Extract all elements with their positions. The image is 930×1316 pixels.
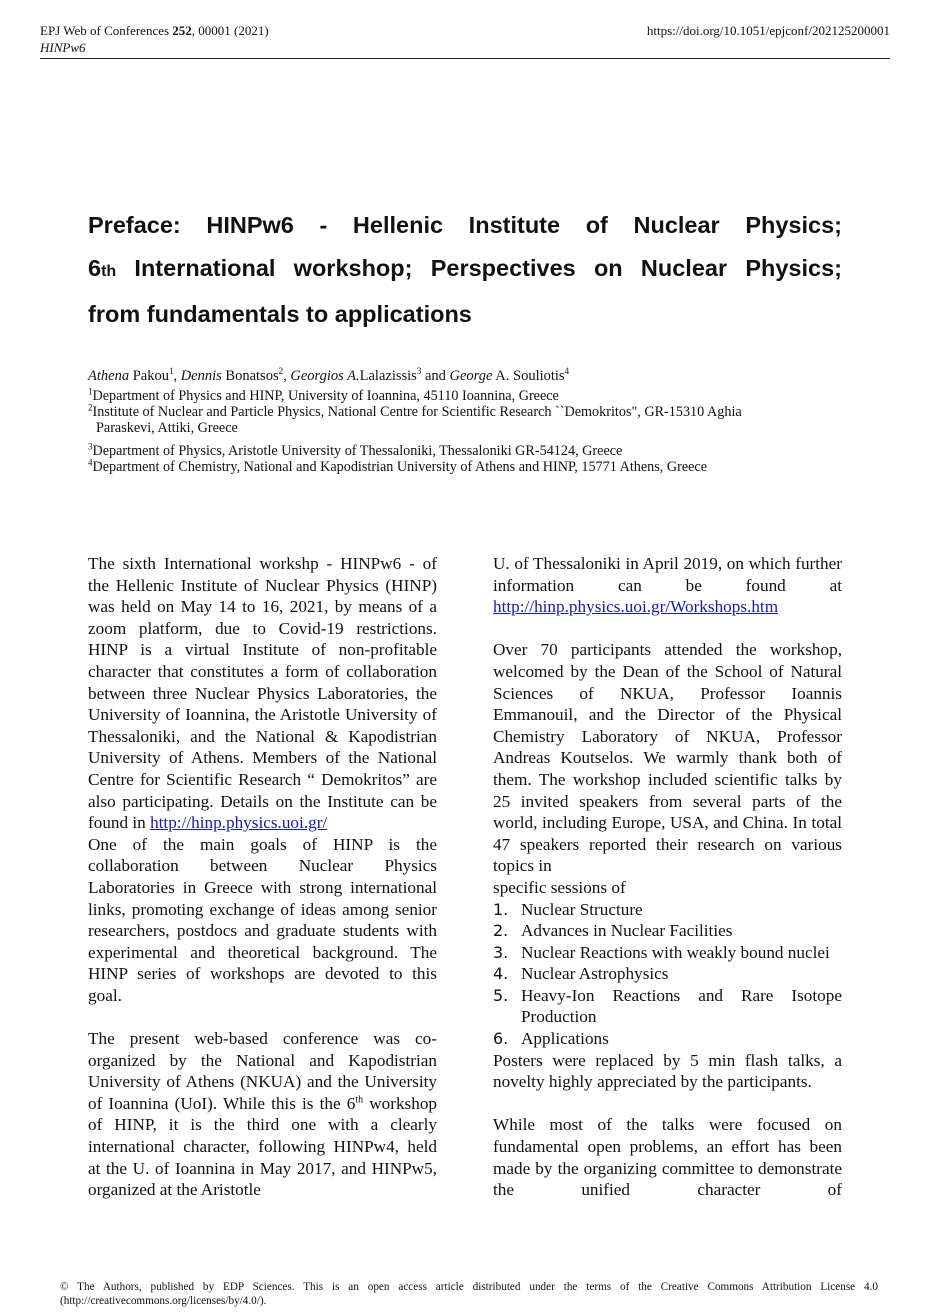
- previous-workshop-paragraph: U. of Thessaloniki in April 2019, on which further information can be found at http://hinp.physics.uoi.gr/Workshops.htm: [493, 554, 842, 617]
- goals-paragraph: One of the main goals of HINP is the collaboration between Nuclear Physics Laboratories in Greece with strong international links, promoting exchange of ideas among senior researchers, postdocs and graduate students with experimental and theoretical background. The HINP series of workshops are devoted to this goal.: [88, 834, 437, 1005]
- talks-paragraph: While most of the talks were focused on fundamental open problems, an effort has been made by the organizing committee to demonstrate the unified character of: [493, 1115, 842, 1200]
- left-column: [88, 553, 437, 1201]
- license-footer: © The Authors, published by EDP Sciences. This is an open access article distributed under the terms of the Creative Commons Attribution License 4.0 (http://creativecommons.org/licenses/by/4.0/).: [60, 1281, 878, 1307]
- title-line-3: from fundamentals to applications: [88, 301, 472, 327]
- list-item: 6. Applications: [493, 1029, 609, 1049]
- right-column: [493, 553, 842, 1201]
- author-list: [88, 367, 848, 385]
- participants-paragraph: Over 70 participants attended the workshop, welcomed by the Dean of the School of Natural Sciences of NKUA, Professor Ioannis Emmanouil, and the Director of the Physical Chemistry Laboratory of NKUA, Professor Andreas Koutselos. We warmly thank both of them. The workshop included scientific talks by 25 invited speakers from several parts of the world, including Europe, USA, and China. In total 47 speakers reported their research on various topics in: [493, 640, 842, 876]
- journal-citation: EPJ Web of Conferences 252, 00001 (2021): [40, 23, 269, 38]
- list-item: 5. Heavy-Ion Reactions and Rare Isotope Production: [493, 985, 842, 1027]
- sessions-intro: specific sessions of: [493, 877, 626, 897]
- affiliation-1: $^1$Department of Physics and HINP, University of Ioannina, 45110 Ioannina, Greece: [88, 386, 559, 404]
- author: Georgios A.Lalazissis$^3$ and: [290, 366, 450, 384]
- title-line-1: Preface: HINPw6 - Hellenic Institute of Nuclear Physics;: [88, 212, 842, 238]
- header-rule: [40, 58, 890, 59]
- affiliation-3: $^3$Department of Physics, Aristotle University of Thessaloniki, Thessaloniki GR-54124, Greece: [88, 441, 623, 459]
- list-item: 2. Advances in Nuclear Facilities: [493, 921, 733, 941]
- intro-paragraph: The sixth International workshp - HINPw6 - of the Hellenic Institute of Nuclear Physics (HINP) was held on May 14 to 16, 2021, by means of a zoom platform, due to Covid-19 restrictions. HINP is a virtual Institute of non-profitable character that constitutes a form of collaboration between three Nuclear Physics Laboratories, the University of Ioannina, the Aristotle University of Thessaloniki, and the National & Kapodistrian University of Athens. Members of the National Centre for Scientific Research “ Demokritos” are also participating. Details on the Institute can be found in http://hinp.physics.uoi.gr/: [88, 554, 437, 833]
- doi-link[interactable]: https://doi.org/10.1051/epjconf/202125200001: [646, 23, 890, 38]
- series-name: HINPw6: [40, 40, 86, 55]
- author: Athena Pakou$^1$,: [88, 366, 181, 384]
- paper-title: [88, 204, 842, 336]
- author: George A. Souliotis$^4$: [449, 366, 570, 384]
- title-line-2: 6th International workshop; Perspectives on Nuclear Physics;: [88, 255, 842, 281]
- list-item: 1. Nuclear Structure: [493, 899, 643, 919]
- author: Dennis Bonatsos$^2$,: [180, 366, 291, 384]
- volume-number: 252: [172, 23, 192, 38]
- running-header: [40, 22, 269, 56]
- session-list: [493, 899, 842, 1050]
- affiliation-2: $^2$Institute of Nuclear and Particle Physics, National Centre for Scientific Research ``Demokritos", GR-15310 Aghia Paraskevi, Attiki, Greece: [88, 402, 742, 436]
- organization-paragraph: The present web-based conference was co-organized by the National and Kapodistrian University of Athens (NKUA) and the University of Ioannina (UoI). While this is the 6th workshop of HINP, it is the third one with a clearly international character, following HINPw4, held at the U. of Ioannina in May 2017, and HINPw5, organized at the Aristotle: [88, 1029, 438, 1200]
- list-item: 4. Nuclear Astrophysics: [493, 964, 669, 984]
- posters-paragraph: Posters were replaced by 5 min flash talks, a novelty highly appreciated by the participants.: [493, 1050, 842, 1092]
- hinp-website-link[interactable]: http://hinp.physics.uoi.gr/: [150, 813, 328, 833]
- list-item: 3. Nuclear Reactions with weakly bound nuclei: [493, 942, 830, 962]
- affiliation-4: $^4$Department of Chemistry, National and Kapodistrian University of Athens and HINP, 15771 Athens, Greece: [88, 457, 708, 475]
- workshops-link[interactable]: http://hinp.physics.uoi.gr/Workshops.htm: [493, 597, 779, 617]
